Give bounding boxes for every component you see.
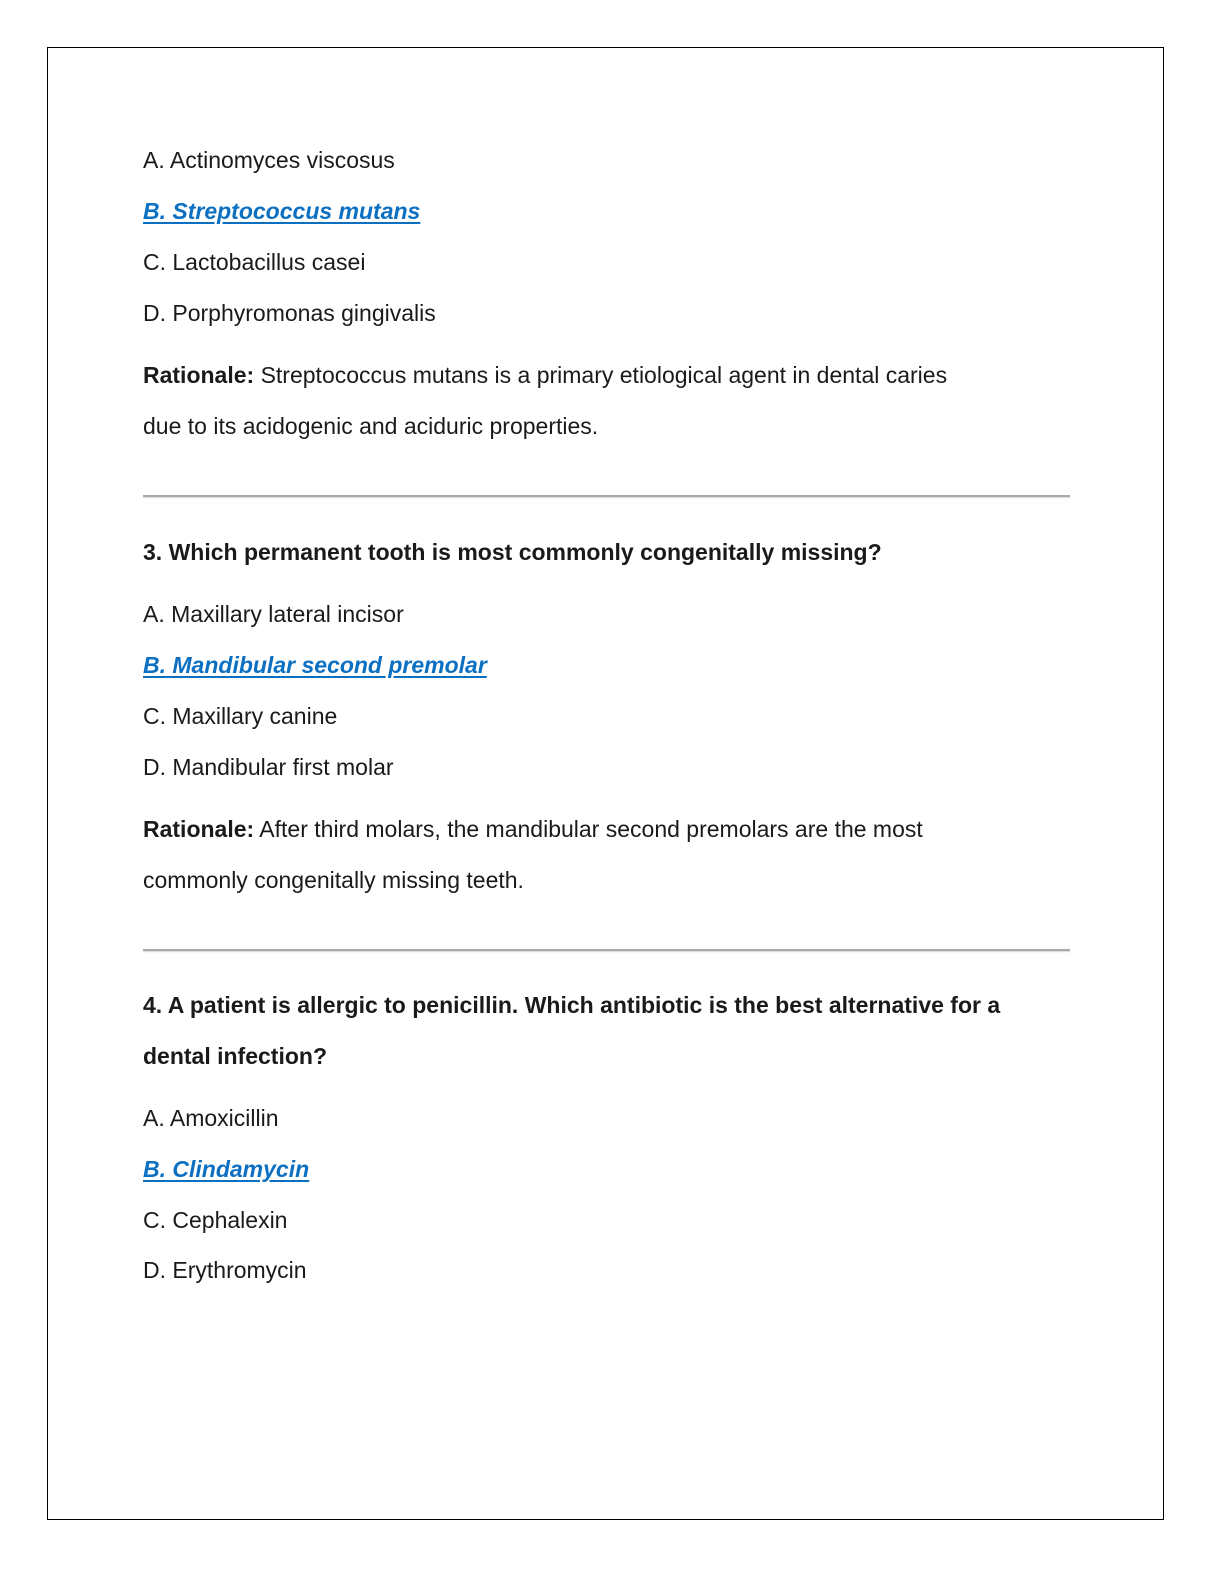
q2-option-d: D. Porphyromonas gingivalis xyxy=(143,300,436,326)
q2-rationale-line2: due to its acidogenic and aciduric properties. xyxy=(143,413,599,439)
q3-rationale-line2: commonly congenitally missing teeth. xyxy=(143,867,524,893)
q3-option-d: D. Mandibular first molar xyxy=(143,754,394,780)
q4-option-a: A. Amoxicillin xyxy=(143,1105,279,1131)
q3-option-c: C. Maxillary canine xyxy=(143,703,338,729)
q3-rationale-line1 xyxy=(143,815,923,843)
q3-rationale-text: After third molars, the mandibular second premolars are the most xyxy=(254,816,923,842)
q4-option-b-correct: B. Clindamycin xyxy=(143,1156,310,1182)
q2-rationale-text: Streptococcus mutans is a primary etiological agent in dental caries xyxy=(254,362,948,388)
q3-option-b-correct: B. Mandibular second premolar xyxy=(143,652,487,678)
q3-question: 3. Which permanent tooth is most commonly congenitally missing? xyxy=(143,539,882,565)
q2-rationale-line1 xyxy=(143,361,947,389)
q2-option-a: A. Actinomyces viscosus xyxy=(143,147,395,173)
section-divider xyxy=(143,949,1070,951)
q4-question-line2: dental infection? xyxy=(143,1043,327,1069)
q4-question-line1: 4. A patient is allergic to penicillin. Which antibiotic is the best alternative for a xyxy=(143,992,1001,1018)
q3-option-a: A. Maxillary lateral incisor xyxy=(143,601,404,627)
section-divider xyxy=(143,495,1070,497)
q2-rationale-label: Rationale: xyxy=(143,362,255,388)
q2-option-c: C. Lactobacillus casei xyxy=(143,249,366,275)
q4-option-c: C. Cephalexin xyxy=(143,1207,288,1233)
q2-option-b-correct: B. Streptococcus mutans xyxy=(143,198,421,224)
q3-rationale-label: Rationale: xyxy=(143,816,255,842)
q4-option-d: D. Erythromycin xyxy=(143,1257,307,1283)
